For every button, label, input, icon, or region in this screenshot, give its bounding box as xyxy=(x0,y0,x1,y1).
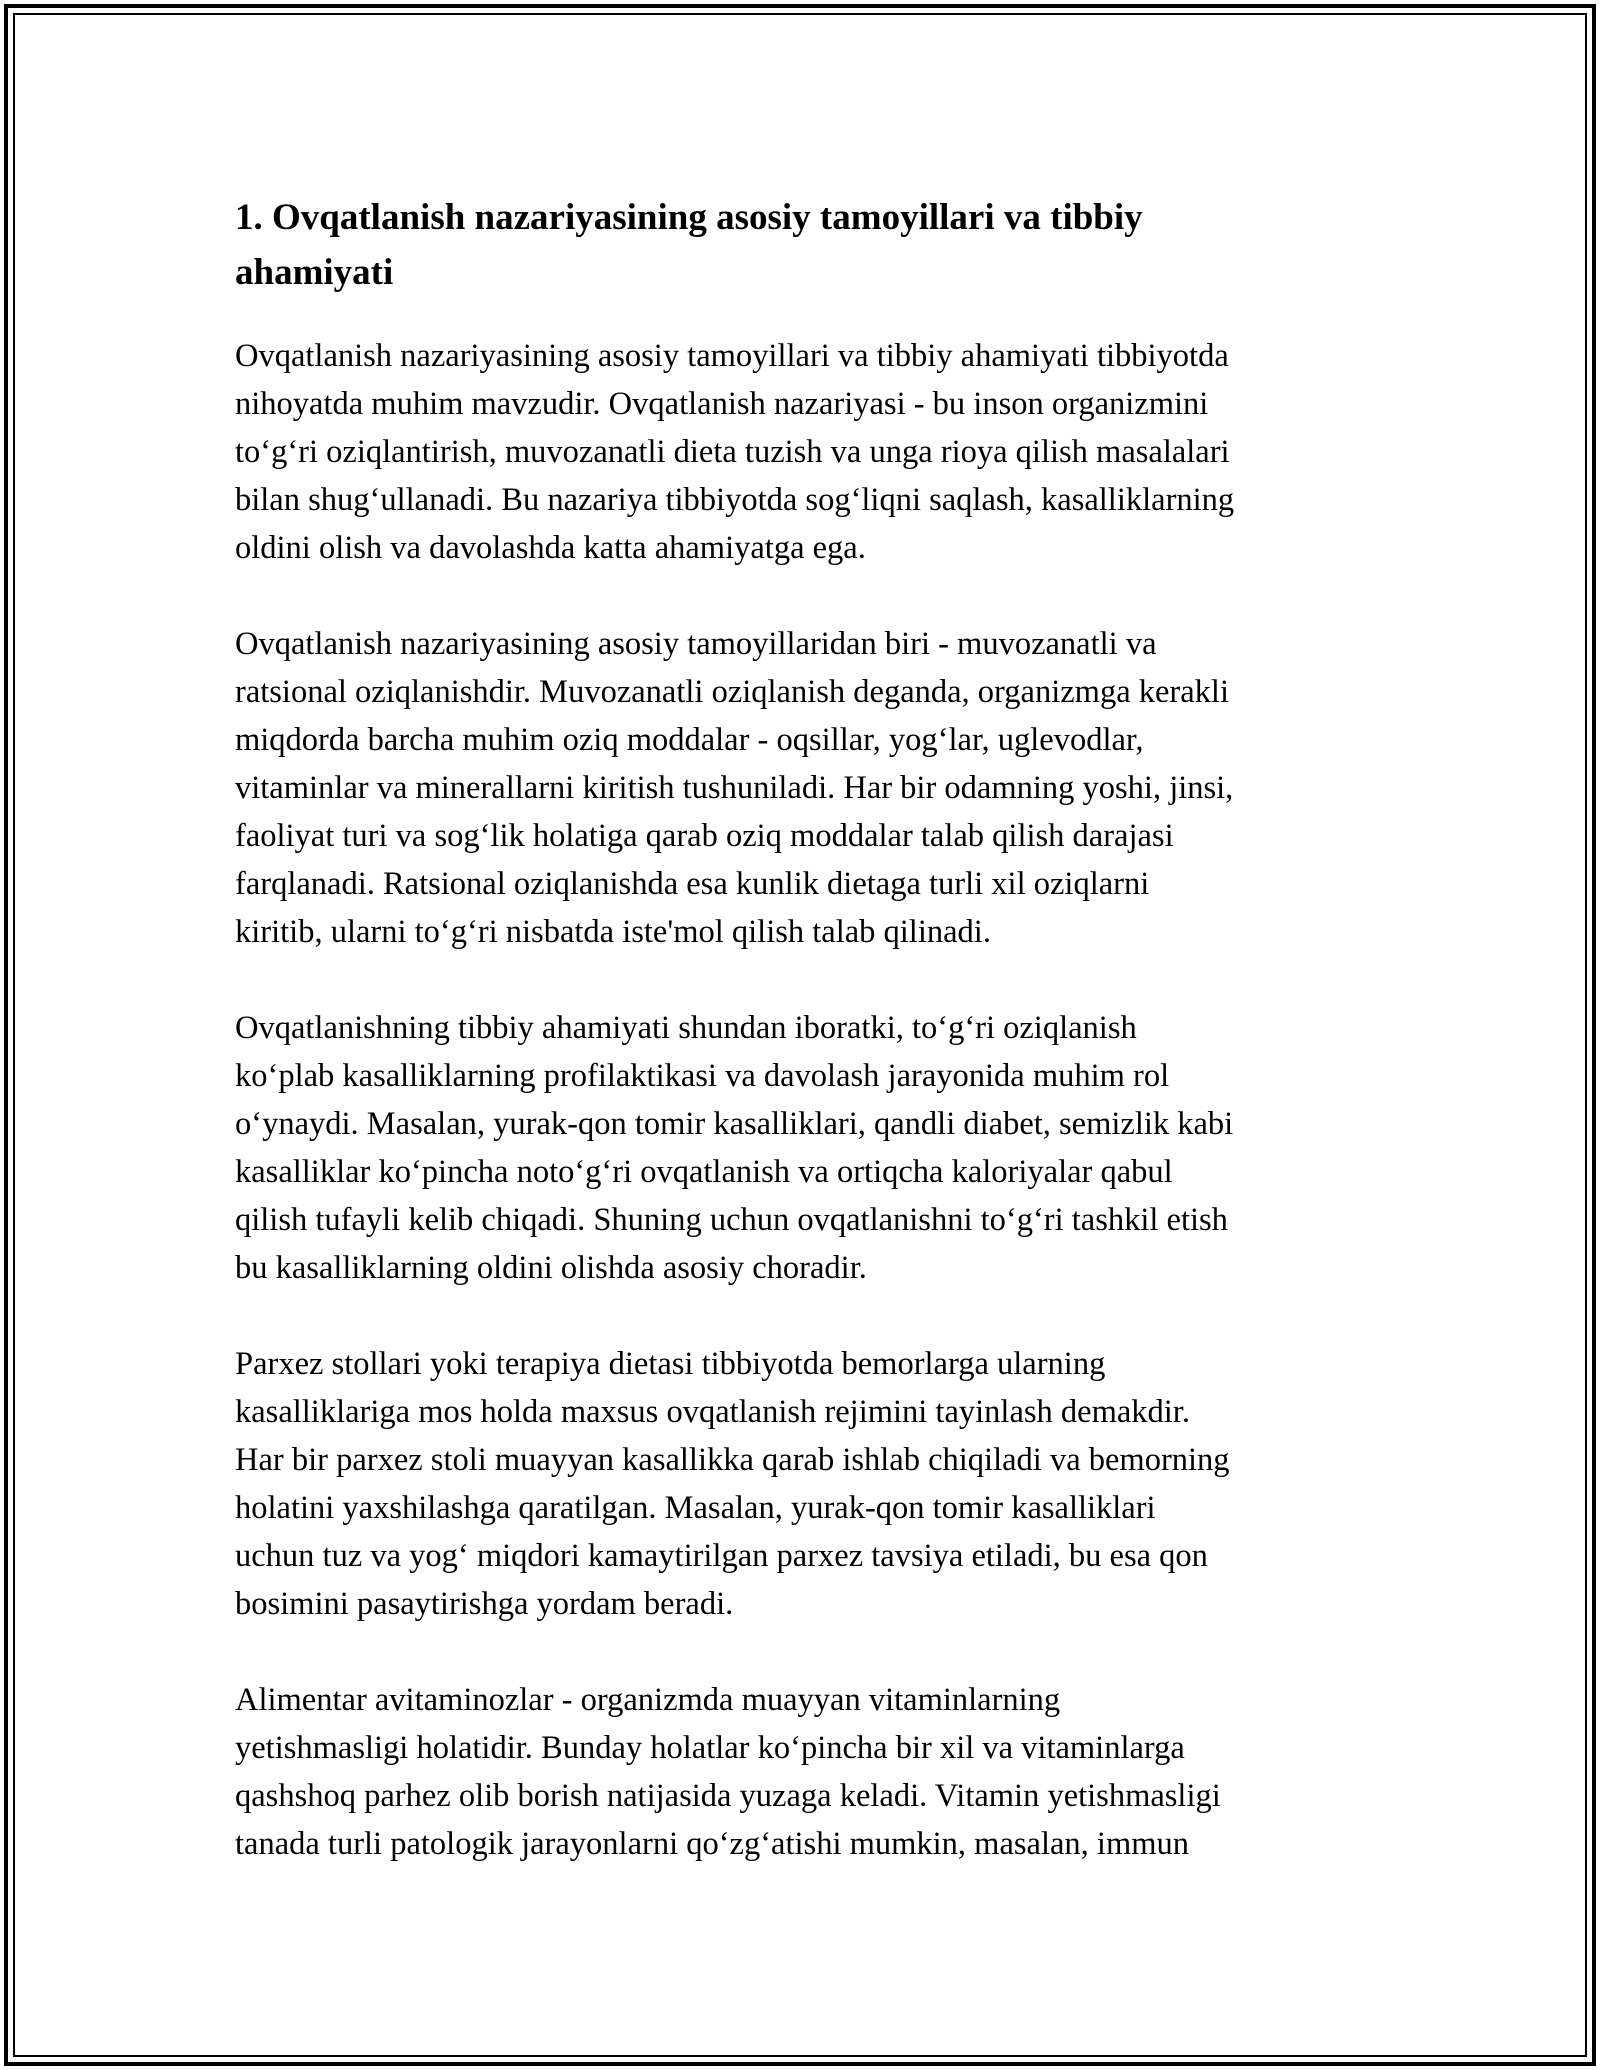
text-line: nihoyatda muhim mavzudir. Ovqatlanish nazariyasi - bu inson organizmini xyxy=(235,386,1209,422)
text-line: yetishmasligi holatidir. Bunday holatlar ko‘pincha bir xil va vitaminlarga xyxy=(235,1730,1185,1766)
paragraph-4 xyxy=(235,1340,1375,1628)
paragraph-3 xyxy=(235,1004,1375,1292)
text-line: ko‘plab kasalliklarning profilaktikasi va davolash jarayonida muhim rol xyxy=(235,1058,1170,1094)
text-line: vitaminlar va minerallarni kiritish tushuniladi. Har bir odamning yoshi, jinsi, xyxy=(235,770,1234,806)
text-line: kiritib, ularni to‘g‘ri nisbatda iste'mol qilish talab qilinadi. xyxy=(235,914,991,950)
text-line: kasalliklariga mos holda maxsus ovqatlanish rejimini tayinlash demakdir. xyxy=(235,1394,1190,1430)
text-line: Ovqatlanishning tibbiy ahamiyati shundan iboratki, to‘g‘ri oziqlanish xyxy=(235,1010,1137,1046)
text-line: ratsional oziqlanishdir. Muvozanatli oziqlanish deganda, organizmga kerakli xyxy=(235,674,1229,710)
document-body xyxy=(235,190,1375,1916)
paragraph-2 xyxy=(235,620,1375,956)
text-line: bosimini pasaytirishga yordam beradi. xyxy=(235,1586,734,1622)
text-line: Ovqatlanish nazariyasining asosiy tamoyillari va tibbiy ahamiyati tibbiyotda xyxy=(235,338,1229,374)
heading-line: 1. Ovqatlanish nazariyasining asosiy tamoyillari va tibbiy xyxy=(235,197,1143,238)
text-line: Parxez stollari yoki terapiya dietasi tibbiyotda bemorlarga ularning xyxy=(235,1346,1106,1382)
paragraph-1 xyxy=(235,332,1375,572)
text-line: Har bir parxez stoli muayyan kasallikka qarab ishlab chiqiladi va bemorning xyxy=(235,1442,1230,1478)
heading-line: ahamiyati xyxy=(235,252,394,293)
text-line: qilish tufayli kelib chiqadi. Shuning uchun ovqatlanishni to‘g‘ri tashkil etish xyxy=(235,1202,1228,1238)
text-line: o‘ynaydi. Masalan, yurak-qon tomir kasalliklari, qandli diabet, semizlik kabi xyxy=(235,1106,1234,1142)
text-line: tanada turli patologik jarayonlarni qo‘zg‘atishi mumkin, masalan, immun xyxy=(235,1826,1190,1862)
text-line: kasalliklar ko‘pincha noto‘g‘ri ovqatlanish va ortiqcha kaloriyalar qabul xyxy=(235,1154,1173,1190)
text-line: Alimentar avitaminozlar - organizmda muayyan vitaminlarning xyxy=(235,1682,1061,1718)
text-line: bilan shug‘ullanadi. Bu nazariya tibbiyotda sog‘liqni saqlash, kasalliklarning xyxy=(235,482,1235,518)
text-line: bu kasalliklarning oldini olishda asosiy choradir. xyxy=(235,1250,867,1286)
text-line: miqdorda barcha muhim oziq moddalar - oqsillar, yog‘lar, uglevodlar, xyxy=(235,722,1144,758)
text-line: uchun tuz va yog‘ miqdori kamaytirilgan parxez tavsiya etiladi, bu esa qon xyxy=(235,1538,1208,1574)
paragraph-5 xyxy=(235,1676,1375,1868)
text-line: oldini olish va davolashda katta ahamiyatga ega. xyxy=(235,530,866,566)
text-line: Ovqatlanish nazariyasining asosiy tamoyillaridan biri - muvozanatli va xyxy=(235,626,1157,662)
section-heading xyxy=(235,190,1375,300)
text-line: to‘g‘ri oziqlantirish, muvozanatli dieta tuzish va unga rioya qilish masalalari xyxy=(235,434,1230,470)
text-line: holatini yaxshilashga qaratilgan. Masalan, yurak-qon tomir kasalliklari xyxy=(235,1490,1156,1526)
text-line: farqlanadi. Ratsional oziqlanishda esa kunlik dietaga turli xil oziqlarni xyxy=(235,866,1150,902)
text-line: faoliyat turi va sog‘lik holatiga qarab oziq moddalar talab qilish darajasi xyxy=(235,818,1174,854)
text-line: qashshoq parhez olib borish natijasida yuzaga keladi. Vitamin yetishmasligi xyxy=(235,1778,1221,1814)
